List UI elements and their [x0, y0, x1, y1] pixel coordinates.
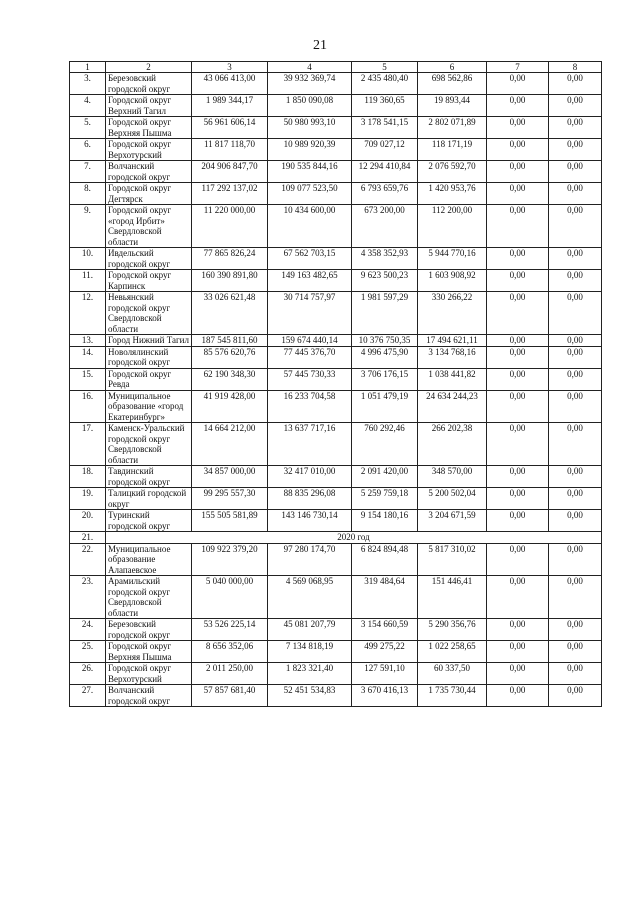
- col5-value: 2 435 480,40: [352, 73, 418, 95]
- col7-value: 0,00: [487, 663, 549, 685]
- col6-value: 19 893,44: [418, 95, 487, 117]
- col5-value: 6 793 659,76: [352, 183, 418, 205]
- municipality-name: Городской округ Верхняя Пышма: [106, 117, 192, 139]
- col6-value: 2 076 592,70: [418, 161, 487, 183]
- row-number: 4.: [70, 95, 106, 117]
- col6-value: 1 420 953,76: [418, 183, 487, 205]
- col8-value: 0,00: [549, 292, 602, 335]
- col4-value: 149 163 482,65: [268, 270, 352, 292]
- col5-value: 673 200,00: [352, 205, 418, 248]
- col3-value: 155 505 581,89: [192, 510, 268, 532]
- col7-value: 0,00: [487, 488, 549, 510]
- col8-value: 0,00: [549, 139, 602, 161]
- col6-value: 3 204 671,59: [418, 510, 487, 532]
- col4-value: 159 674 440,14: [268, 335, 352, 347]
- col5-value: 3 670 416,13: [352, 685, 418, 707]
- col6-value: 266 202,38: [418, 423, 487, 466]
- header-cell-5: 5: [352, 62, 418, 73]
- col7-value: 0,00: [487, 335, 549, 347]
- col4-value: 45 081 207,79: [268, 619, 352, 641]
- year-section-row: [70, 532, 602, 544]
- row-number: 13.: [70, 335, 106, 347]
- table-row: [70, 117, 602, 139]
- row-number: 27.: [70, 685, 106, 707]
- col8-value: 0,00: [549, 423, 602, 466]
- row-number: 14.: [70, 346, 106, 368]
- col3-value: 62 190 348,30: [192, 368, 268, 390]
- col4-value: 10 989 920,39: [268, 139, 352, 161]
- table-row: [70, 423, 602, 466]
- table-row: [70, 368, 602, 390]
- col7-value: 0,00: [487, 423, 549, 466]
- col6-value: 5 290 356,76: [418, 619, 487, 641]
- col3-value: 14 664 212,00: [192, 423, 268, 466]
- table-row: [70, 139, 602, 161]
- col5-value: 4 996 475,90: [352, 346, 418, 368]
- row-number: 22.: [70, 543, 106, 576]
- col7-value: 0,00: [487, 685, 549, 707]
- col5-value: 1 981 597,29: [352, 292, 418, 335]
- municipality-name: Березовский городской округ: [106, 73, 192, 95]
- row-number: 11.: [70, 270, 106, 292]
- col5-value: 2 091 420,00: [352, 466, 418, 488]
- col4-value: 52 451 534,83: [268, 685, 352, 707]
- table-row: [70, 205, 602, 248]
- col7-value: 0,00: [487, 117, 549, 139]
- row-number: 9.: [70, 205, 106, 248]
- col5-value: 119 360,65: [352, 95, 418, 117]
- col3-value: 160 390 891,80: [192, 270, 268, 292]
- header-cell-1: 1: [70, 62, 106, 73]
- col8-value: 0,00: [549, 161, 602, 183]
- col6-value: 60 337,50: [418, 663, 487, 685]
- col5-value: 10 376 750,35: [352, 335, 418, 347]
- col8-value: 0,00: [549, 205, 602, 248]
- col8-value: 0,00: [549, 270, 602, 292]
- municipality-name: Городской округ Верхотурский: [106, 139, 192, 161]
- col4-value: 30 714 757,97: [268, 292, 352, 335]
- table-row: [70, 466, 602, 488]
- row-number: 3.: [70, 73, 106, 95]
- col7-value: 0,00: [487, 248, 549, 270]
- col8-value: 0,00: [549, 510, 602, 532]
- col6-value: 330 266,22: [418, 292, 487, 335]
- table-row: [70, 335, 602, 347]
- table-row: [70, 510, 602, 532]
- col4-value: 50 980 993,10: [268, 117, 352, 139]
- col5-value: 4 358 352,93: [352, 248, 418, 270]
- col4-value: 32 417 010,00: [268, 466, 352, 488]
- col6-value: 5 944 770,16: [418, 248, 487, 270]
- table-row: [70, 161, 602, 183]
- col3-value: 11 220 000,00: [192, 205, 268, 248]
- col6-value: 348 570,00: [418, 466, 487, 488]
- table-row: [70, 685, 602, 707]
- header-cell-3: 3: [192, 62, 268, 73]
- col8-value: 0,00: [549, 95, 602, 117]
- table-row: [70, 619, 602, 641]
- table-row: [70, 390, 602, 423]
- col7-value: 0,00: [487, 73, 549, 95]
- col7-value: 0,00: [487, 95, 549, 117]
- row-number: 7.: [70, 161, 106, 183]
- row-number: 6.: [70, 139, 106, 161]
- col8-value: 0,00: [549, 73, 602, 95]
- municipality-name: Город Нижний Тагил: [106, 335, 192, 347]
- col5-value: 319 484,64: [352, 576, 418, 619]
- col8-value: 0,00: [549, 685, 602, 707]
- col5-value: 5 259 759,18: [352, 488, 418, 510]
- col4-value: 4 569 068,95: [268, 576, 352, 619]
- col6-value: 2 802 071,89: [418, 117, 487, 139]
- municipality-name: Новолялинский городской округ: [106, 346, 192, 368]
- col7-value: 0,00: [487, 161, 549, 183]
- col3-value: 43 066 413,00: [192, 73, 268, 95]
- table-row: [70, 183, 602, 205]
- municipality-name: Городской округ Верхотурский: [106, 663, 192, 685]
- col8-value: 0,00: [549, 248, 602, 270]
- header-cell-2: 2: [106, 62, 192, 73]
- col3-value: 187 545 811,60: [192, 335, 268, 347]
- header-cell-4: 4: [268, 62, 352, 73]
- municipality-name: Ивдельский городской округ: [106, 248, 192, 270]
- row-number: 20.: [70, 510, 106, 532]
- table-row: [70, 641, 602, 663]
- municipality-name: Городской округ «город Ирбит» Свердловской области: [106, 205, 192, 248]
- col3-value: 11 817 118,70: [192, 139, 268, 161]
- col7-value: 0,00: [487, 543, 549, 576]
- col4-value: 1 850 090,08: [268, 95, 352, 117]
- col5-value: 499 275,22: [352, 641, 418, 663]
- col4-value: 7 134 818,19: [268, 641, 352, 663]
- header-cell-7: 7: [487, 62, 549, 73]
- col8-value: 0,00: [549, 641, 602, 663]
- col5-value: 127 591,10: [352, 663, 418, 685]
- page-number: 21: [313, 38, 327, 53]
- col6-value: 17 494 621,11: [418, 335, 487, 347]
- col3-value: 85 576 620,76: [192, 346, 268, 368]
- col3-value: 204 906 847,70: [192, 161, 268, 183]
- municipality-name: Арамильский городской округ Свердловской области: [106, 576, 192, 619]
- table-row: [70, 292, 602, 335]
- col8-value: 0,00: [549, 663, 602, 685]
- col3-value: 77 865 826,24: [192, 248, 268, 270]
- col8-value: 0,00: [549, 183, 602, 205]
- table-body: [70, 62, 602, 707]
- municipality-name: Городской округ Верхняя Пышма: [106, 641, 192, 663]
- col8-value: 0,00: [549, 488, 602, 510]
- col8-value: 0,00: [549, 576, 602, 619]
- col7-value: 0,00: [487, 510, 549, 532]
- col4-value: 88 835 296,08: [268, 488, 352, 510]
- col4-value: 1 823 321,40: [268, 663, 352, 685]
- col8-value: 0,00: [549, 368, 602, 390]
- row-number: 23.: [70, 576, 106, 619]
- col8-value: 0,00: [549, 543, 602, 576]
- col5-value: 760 292,46: [352, 423, 418, 466]
- table-row: [70, 73, 602, 95]
- col5-value: 3 178 541,15: [352, 117, 418, 139]
- budget-table: [69, 61, 602, 707]
- col7-value: 0,00: [487, 270, 549, 292]
- col4-value: 13 637 717,16: [268, 423, 352, 466]
- row-number: 17.: [70, 423, 106, 466]
- row-number: 19.: [70, 488, 106, 510]
- row-number: 18.: [70, 466, 106, 488]
- col6-value: 1 603 908,92: [418, 270, 487, 292]
- col3-value: 2 011 250,00: [192, 663, 268, 685]
- col4-value: 109 077 523,50: [268, 183, 352, 205]
- col7-value: 0,00: [487, 139, 549, 161]
- col6-value: 112 200,00: [418, 205, 487, 248]
- municipality-name: Талицкий городской округ: [106, 488, 192, 510]
- col5-value: 12 294 410,84: [352, 161, 418, 183]
- col4-value: 77 445 376,70: [268, 346, 352, 368]
- col3-value: 53 526 225,14: [192, 619, 268, 641]
- municipality-name: Муниципальное образование «город Екатеринбург»: [106, 390, 192, 423]
- row-number: 15.: [70, 368, 106, 390]
- col6-value: 1 735 730,44: [418, 685, 487, 707]
- row-number: 21.: [70, 532, 106, 544]
- municipality-name: Городской округ Дегтярск: [106, 183, 192, 205]
- col3-value: 34 857 000,00: [192, 466, 268, 488]
- table-row: [70, 95, 602, 117]
- col4-value: 97 280 174,70: [268, 543, 352, 576]
- col5-value: 3 706 176,15: [352, 368, 418, 390]
- col4-value: 57 445 730,33: [268, 368, 352, 390]
- municipality-name: Каменск-Уральский городской округ Свердловской области: [106, 423, 192, 466]
- col5-value: 6 824 894,48: [352, 543, 418, 576]
- municipality-name: Городской округ Верхний Тагил: [106, 95, 192, 117]
- municipality-name: Городской округ Ревда: [106, 368, 192, 390]
- col6-value: 698 562,86: [418, 73, 487, 95]
- col3-value: 1 989 344,17: [192, 95, 268, 117]
- col5-value: 9 154 180,16: [352, 510, 418, 532]
- row-number: 25.: [70, 641, 106, 663]
- col6-value: 151 446,41: [418, 576, 487, 619]
- col3-value: 8 656 352,06: [192, 641, 268, 663]
- header-cell-6: 6: [418, 62, 487, 73]
- municipality-name: Невьянский городской округ Свердловской области: [106, 292, 192, 335]
- col6-value: 1 038 441,82: [418, 368, 487, 390]
- col3-value: 99 295 557,30: [192, 488, 268, 510]
- col8-value: 0,00: [549, 390, 602, 423]
- col3-value: 56 961 606,14: [192, 117, 268, 139]
- row-number: 26.: [70, 663, 106, 685]
- col3-value: 41 919 428,00: [192, 390, 268, 423]
- table-header-row: [70, 62, 602, 73]
- col6-value: 5 817 310,02: [418, 543, 487, 576]
- table-row: [70, 543, 602, 576]
- col4-value: 67 562 703,15: [268, 248, 352, 270]
- col4-value: 190 535 844,16: [268, 161, 352, 183]
- col5-value: 3 154 660,59: [352, 619, 418, 641]
- col7-value: 0,00: [487, 346, 549, 368]
- col4-value: 143 146 730,14: [268, 510, 352, 532]
- table-row: [70, 663, 602, 685]
- row-number: 24.: [70, 619, 106, 641]
- col5-value: 9 623 500,23: [352, 270, 418, 292]
- col6-value: 3 134 768,16: [418, 346, 487, 368]
- row-number: 10.: [70, 248, 106, 270]
- col6-value: 1 022 258,65: [418, 641, 487, 663]
- col8-value: 0,00: [549, 117, 602, 139]
- col3-value: 33 026 621,48: [192, 292, 268, 335]
- col6-value: 118 171,19: [418, 139, 487, 161]
- municipality-name: Волчанский городской округ: [106, 685, 192, 707]
- col7-value: 0,00: [487, 183, 549, 205]
- col4-value: 39 932 369,74: [268, 73, 352, 95]
- table-row: [70, 248, 602, 270]
- municipality-name: Волчанский городской округ: [106, 161, 192, 183]
- table-row: [70, 488, 602, 510]
- row-number: 5.: [70, 117, 106, 139]
- col3-value: 109 922 379,20: [192, 543, 268, 576]
- col8-value: 0,00: [549, 346, 602, 368]
- municipality-name: Муниципальное образование Алапаевское: [106, 543, 192, 576]
- municipality-name: Тавдинский городской округ: [106, 466, 192, 488]
- row-number: 16.: [70, 390, 106, 423]
- col6-value: 5 200 502,04: [418, 488, 487, 510]
- col7-value: 0,00: [487, 619, 549, 641]
- row-number: 12.: [70, 292, 106, 335]
- header-cell-8: 8: [549, 62, 602, 73]
- municipality-name: Городской округ Карпинск: [106, 270, 192, 292]
- col8-value: 0,00: [549, 466, 602, 488]
- row-number: 8.: [70, 183, 106, 205]
- col7-value: 0,00: [487, 205, 549, 248]
- table-row: [70, 270, 602, 292]
- col7-value: 0,00: [487, 641, 549, 663]
- col3-value: 57 857 681,40: [192, 685, 268, 707]
- col3-value: 5 040 000,00: [192, 576, 268, 619]
- col7-value: 0,00: [487, 390, 549, 423]
- col8-value: 0,00: [549, 619, 602, 641]
- col5-value: 1 051 479,19: [352, 390, 418, 423]
- municipality-name: Березовский городской округ: [106, 619, 192, 641]
- col4-value: 10 434 600,00: [268, 205, 352, 248]
- municipality-name: Туринский городской округ: [106, 510, 192, 532]
- col5-value: 709 027,12: [352, 139, 418, 161]
- col7-value: 0,00: [487, 466, 549, 488]
- col3-value: 117 292 137,02: [192, 183, 268, 205]
- table-row: [70, 346, 602, 368]
- table-row: [70, 576, 602, 619]
- col4-value: 16 233 704,58: [268, 390, 352, 423]
- col7-value: 0,00: [487, 292, 549, 335]
- col8-value: 0,00: [549, 335, 602, 347]
- col7-value: 0,00: [487, 368, 549, 390]
- col6-value: 24 634 244,23: [418, 390, 487, 423]
- col7-value: 0,00: [487, 576, 549, 619]
- year-label: 2020 год: [106, 532, 602, 544]
